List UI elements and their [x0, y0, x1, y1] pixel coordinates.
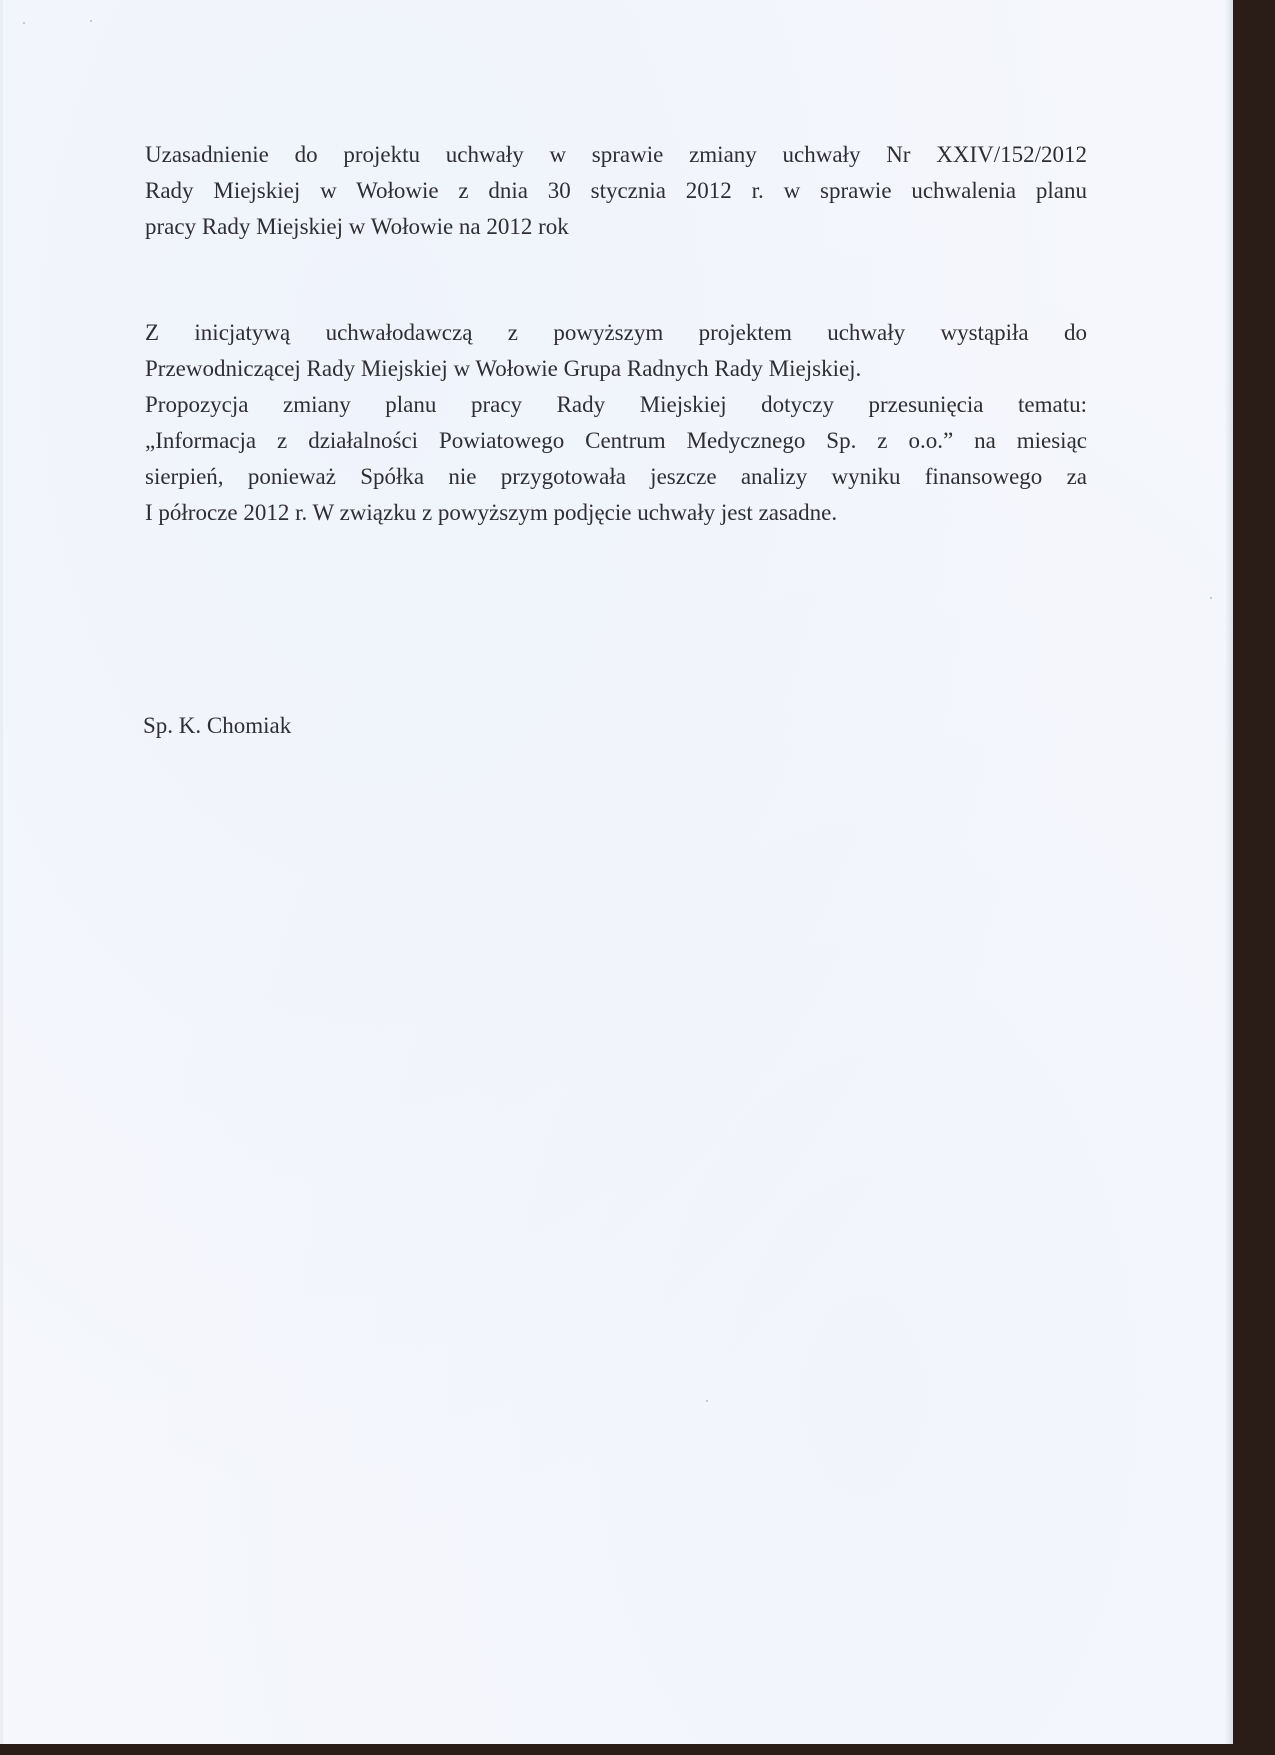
scan-speck: [1210, 597, 1212, 599]
scan-speck: [90, 20, 92, 22]
title-line: Rady Miejskiej w Wołowie z dnia 30 stycznia 2012 r. w sprawie uchwalenia planu: [145, 178, 1087, 203]
scan-speck: [706, 1400, 708, 1402]
body-line: Przewodniczącej Rady Miejskiej w Wołowie Grupa Radnych Rady Miejskiej.: [145, 356, 862, 381]
body-line: I półrocze 2012 r. W związku z powyższym podjęcie uchwały jest zasadne.: [145, 500, 838, 525]
title-line: pracy Rady Miejskiej w Wołowie na 2012 rok: [145, 214, 569, 239]
page-edge-shadow: [1225, 0, 1233, 1744]
scan-speck: [23, 22, 25, 24]
document-body: [145, 315, 1087, 531]
signature: Sp. K. Chomiak: [143, 713, 292, 738]
body-line: Propozycja zmiany planu pracy Rady Miejskiej dotyczy przesunięcia tematu:: [145, 392, 1087, 417]
title-line: Uzasadnienie do projektu uchwały w sprawie zmiany uchwały Nr XXIV/152/2012: [145, 142, 1087, 167]
body-line: sierpień, ponieważ Spółka nie przygotowała jeszcze analizy wyniku finansowego za: [145, 464, 1087, 489]
body-line: „Informacja z działalności Powiatowego Centrum Medycznego Sp. z o.o.” na miesiąc: [145, 428, 1087, 453]
document-title: [145, 137, 1087, 245]
body-line: Z inicjatywą uchwałodawczą z powyższym projektem uchwały wystąpiła do: [145, 320, 1087, 345]
